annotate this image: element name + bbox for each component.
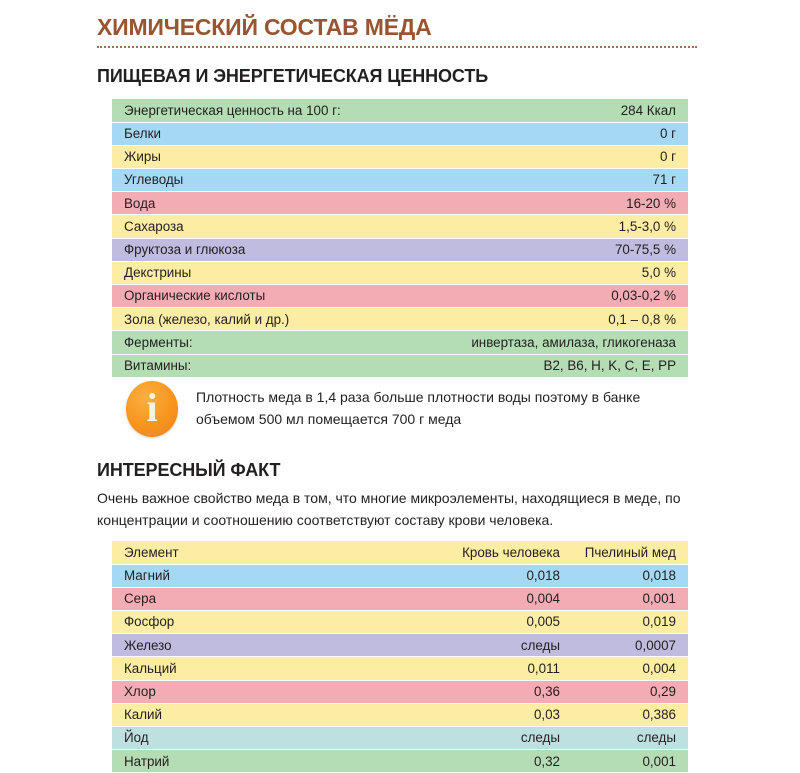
table-row [112, 145, 688, 168]
element-row-blood: следы [412, 634, 572, 657]
nutrition-row-label: Жиры [112, 145, 400, 168]
element-row-honey: 0,018 [572, 564, 688, 587]
nutrition-row-value: 1,5-3,0 % [400, 215, 688, 238]
table-row [112, 285, 688, 308]
element-row-blood: 0,32 [412, 750, 572, 773]
table-row [112, 261, 688, 284]
table-row [112, 122, 688, 145]
info-icon [126, 381, 178, 437]
element-row-honey: 0,0007 [572, 634, 688, 657]
elements-header-honey: Пчелиный мед [572, 541, 688, 564]
nutrition-row-label: Декстрины [112, 261, 400, 284]
nutrition-table-body [112, 99, 688, 377]
title-divider [97, 46, 697, 48]
table-row [112, 634, 688, 657]
nutrition-row-value: 0 г [400, 145, 688, 168]
element-row-blood: 0,36 [412, 680, 572, 703]
table-row [112, 703, 688, 726]
table-row [112, 750, 688, 773]
nutrition-row-label: Органические кислоты [112, 285, 400, 308]
table-row [112, 611, 688, 634]
info-note [126, 381, 696, 443]
element-row-name: Кальций [112, 657, 412, 680]
element-row-honey: следы [572, 727, 688, 750]
table-row [112, 354, 688, 377]
element-row-honey: 0,019 [572, 611, 688, 634]
element-row-name: Фосфор [112, 611, 412, 634]
nutrition-row-value: инвертаза, амилаза, гликогеназа [400, 331, 688, 354]
elements-table-body [112, 541, 688, 773]
table-row [112, 238, 688, 261]
nutrition-row-label: Сахароза [112, 215, 400, 238]
table-row [112, 99, 688, 122]
nutrition-row-value: 16-20 % [400, 192, 688, 215]
elements-header-element: Элемент [112, 541, 412, 564]
element-row-blood: следы [412, 727, 572, 750]
element-row-blood: 0,011 [412, 657, 572, 680]
nutrition-row-label: Фруктоза и глюкоза [112, 238, 400, 261]
nutrition-row-label: Ферменты: [112, 331, 400, 354]
element-row-name: Натрий [112, 750, 412, 773]
table-row [112, 587, 688, 610]
element-row-name: Железо [112, 634, 412, 657]
nutrition-row-label: Белки [112, 122, 400, 145]
table-row [112, 657, 688, 680]
nutrition-row-value: 0,03-0,2 % [400, 285, 688, 308]
section-title-fact: ИНТЕРЕСНЫЙ ФАКТ [97, 460, 281, 480]
element-row-honey: 0,004 [572, 657, 688, 680]
table-row [112, 564, 688, 587]
element-row-name: Хлор [112, 680, 412, 703]
nutrition-row-label: Вода [112, 192, 400, 215]
element-row-blood: 0,018 [412, 564, 572, 587]
element-row-blood: 0,005 [412, 611, 572, 634]
element-row-honey: 0,29 [572, 680, 688, 703]
element-row-blood: 0,03 [412, 703, 572, 726]
element-row-name: Йод [112, 727, 412, 750]
nutrition-row-value: 0 г [400, 122, 688, 145]
fact-paragraph: Очень важное свойство меда в том, что многие микроэлементы, находящиеся в меде, по концентрации и соотношению соответствуют составу крови человека. [97, 490, 681, 529]
table-row [112, 727, 688, 750]
element-row-honey: 0,001 [572, 587, 688, 610]
nutrition-row-label: Зола (железо, калий и др.) [112, 308, 400, 331]
element-row-honey: 0,386 [572, 703, 688, 726]
element-row-blood: 0,004 [412, 587, 572, 610]
table-row [112, 192, 688, 215]
page-title: ХИМИЧЕСКИЙ СОСТАВ МЁДА [97, 14, 432, 40]
element-row-name: Калий [112, 703, 412, 726]
element-row-name: Магний [112, 564, 412, 587]
nutrition-row-value: 70-75,5 % [400, 238, 688, 261]
elements-table-header-row [112, 541, 688, 564]
nutrition-row-value: 71 г [400, 169, 688, 192]
nutrition-row-label: Витамины: [112, 354, 400, 377]
elements-table [112, 541, 688, 773]
table-row [112, 331, 688, 354]
nutrition-table [112, 99, 688, 378]
elements-header-blood: Кровь человека [412, 541, 572, 564]
table-row [112, 308, 688, 331]
element-row-name: Сера [112, 587, 412, 610]
nutrition-row-value: B2, B6, H, K, C, E, PP [400, 354, 688, 377]
table-row [112, 169, 688, 192]
element-row-honey: 0,001 [572, 750, 688, 773]
nutrition-row-value: 0,1 – 0,8 % [400, 308, 688, 331]
table-row [112, 680, 688, 703]
nutrition-row-label: Энергетическая ценность на 100 г: [112, 99, 400, 122]
nutrition-row-value: 5,0 % [400, 261, 688, 284]
table-row [112, 215, 688, 238]
info-icon-glyph: i [146, 385, 158, 431]
info-note-text: Плотность меда в 1,4 раза больше плотности воды поэтому в банке объемом 500 мл помещается 700 г меда [196, 389, 641, 427]
nutrition-row-value: 284 Ккал [400, 99, 688, 122]
section-title-nutrition: ПИЩЕВАЯ И ЭНЕРГЕТИЧЕСКАЯ ЦЕННОСТЬ [97, 66, 489, 86]
nutrition-row-label: Углеводы [112, 169, 400, 192]
